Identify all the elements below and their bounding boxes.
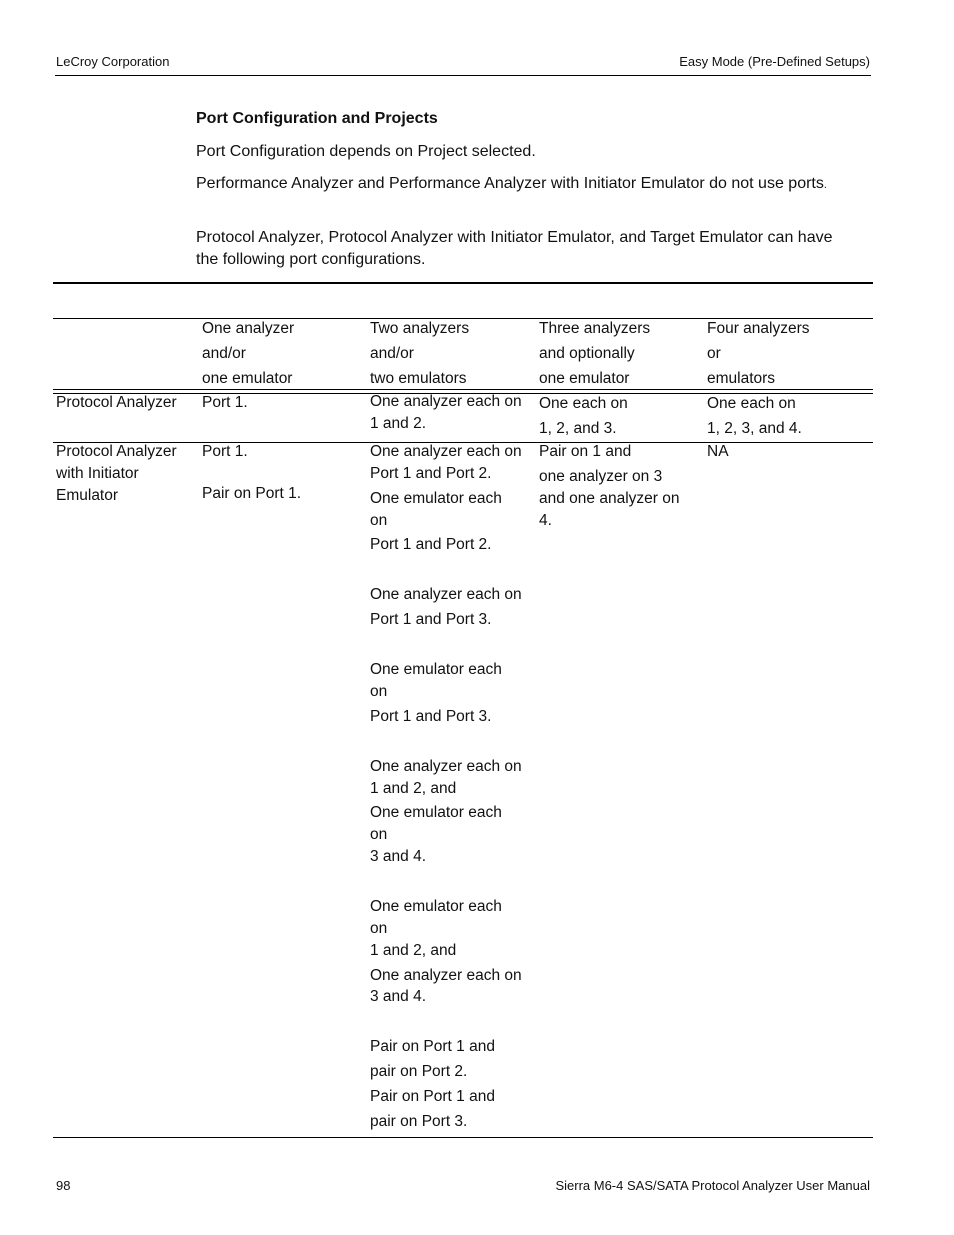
row-2-cell-3-line: one analyzer on 3 [539, 468, 663, 485]
column-header-1-line: and/or [202, 345, 246, 362]
column-header-1 [202, 316, 294, 391]
row-2-cell-2-line: on [370, 512, 388, 529]
row-2-cell-2-line: Port 1 and Port 3. [370, 708, 492, 725]
row-2-cell-2-line: One emulator each [370, 490, 502, 507]
row-1-label: Protocol Analyzer [56, 394, 177, 411]
row-1-cell-4-line: 1, 2, 3, and 4. [707, 420, 802, 437]
paragraph-3: Protocol Analyzer, Protocol Analyzer with Initiator Emulator, and Target Emulator can have the following port configurations. [196, 229, 833, 268]
row-2-label [56, 441, 177, 507]
row-2-cell-2-line: 3 and 4. [370, 848, 427, 865]
row-2-cell-2-line: One analyzer each on [370, 586, 522, 603]
row-2-cell-4: NA [707, 443, 729, 460]
row-1-cell-4-line: One each on [707, 395, 796, 412]
running-footer-title: Sierra M6-4 SAS/SATA Protocol Analyzer User Manual [555, 1178, 870, 1193]
column-header-3-line: and optionally [539, 345, 635, 362]
row-2-cell-2-line: One analyzer each on [370, 758, 522, 775]
column-header-2-line: Two analyzers [370, 320, 470, 337]
row-2-cell-2-line: One analyzer each on [370, 967, 522, 984]
row-1-cell-4 [707, 391, 802, 441]
row-2-cell-2-line: pair on Port 3. [370, 1113, 468, 1130]
row-2-cell-1-pair: Pair on Port 1. [202, 485, 302, 502]
column-header-4 [707, 316, 810, 391]
column-header-4-line: or [707, 345, 721, 362]
row-2-cell-2-line: One emulator each [370, 661, 502, 678]
paragraph-1: Port Configuration depends on Project selected. [196, 143, 536, 160]
row-1-cell-3-line: 1, 2, and 3. [539, 420, 617, 437]
section-heading: Port Configuration and Projects [196, 110, 438, 127]
row-2-cell-3-line: Pair on 1 and [539, 443, 632, 460]
row-1-cell-3 [539, 391, 628, 441]
running-header-left: LeCroy Corporation [56, 54, 170, 69]
row-1-cell-2-line: One analyzer each on [370, 393, 522, 410]
column-header-2-line: and/or [370, 345, 414, 362]
paragraph-2-period: . [823, 179, 827, 191]
row-2-cell-2-line: Port 1 and Port 3. [370, 611, 492, 628]
row-2-label-line: with Initiator [56, 465, 139, 482]
column-header-3 [539, 316, 650, 391]
column-header-3-line: Three analyzers [539, 320, 651, 337]
column-header-1-line: one emulator [202, 370, 293, 387]
row-2-cell-2-line: on [370, 826, 388, 843]
row-2-cell-2-line: Pair on Port 1 and [370, 1038, 495, 1055]
row-2-cell-2-line: One emulator each [370, 804, 502, 821]
column-header-2 [370, 316, 469, 391]
row-2-cell-2-line: on [370, 920, 388, 937]
running-header-right: Easy Mode (Pre-Defined Setups) [679, 54, 870, 69]
row-2-cell-2-line: One analyzer each on [370, 443, 522, 460]
column-header-1-line: One analyzer [202, 320, 295, 337]
column-header-2-line: two emulators [370, 370, 467, 387]
column-header-4-line: emulators [707, 370, 776, 387]
row-2-cell-2-line: on [370, 683, 388, 700]
row-2-label-line: Protocol Analyzer [56, 443, 177, 460]
row-2-cell-2-line: 3 and 4. [370, 988, 427, 1005]
row-2-cell-1-port: Port 1. [202, 443, 248, 460]
row-2-cell-2-line: 1 and 2, and [370, 780, 457, 797]
column-header-4-line: Four analyzers [707, 320, 810, 337]
row-1-cell-1: Port 1. [202, 394, 248, 411]
column-header-3-line: one emulator [539, 370, 630, 387]
row-2-label-line: Emulator [56, 487, 119, 504]
row-1-cell-3-line: One each on [539, 395, 628, 412]
header-rule [55, 75, 871, 76]
paragraph-2-text: Performance Analyzer and Performance Analyzer with Initiator Emulator do not use ports [196, 175, 824, 192]
row-1-cell-2 [370, 391, 522, 435]
row-2-cell-2-line: 1 and 2, and [370, 942, 457, 959]
row-2-cell-2-line: Port 1 and Port 2. [370, 536, 492, 553]
table-bottom-rule [53, 1137, 873, 1138]
row-2-cell-3-line: 4. [539, 512, 552, 529]
paragraph-2 [196, 173, 856, 196]
row-2-cell-2-line: pair on Port 2. [370, 1063, 468, 1080]
row-2-cell-3-line: and one analyzer on [539, 490, 680, 507]
row-2-cell-2-line: One emulator each [370, 898, 502, 915]
page-number: 98 [56, 1178, 71, 1193]
row-2-cell-2-line: Pair on Port 1 and [370, 1088, 495, 1105]
row-2-cell-2-line: Port 1 and Port 2. [370, 465, 492, 482]
row-1-cell-2-line: 1 and 2. [370, 415, 427, 432]
section-rule [53, 282, 873, 284]
